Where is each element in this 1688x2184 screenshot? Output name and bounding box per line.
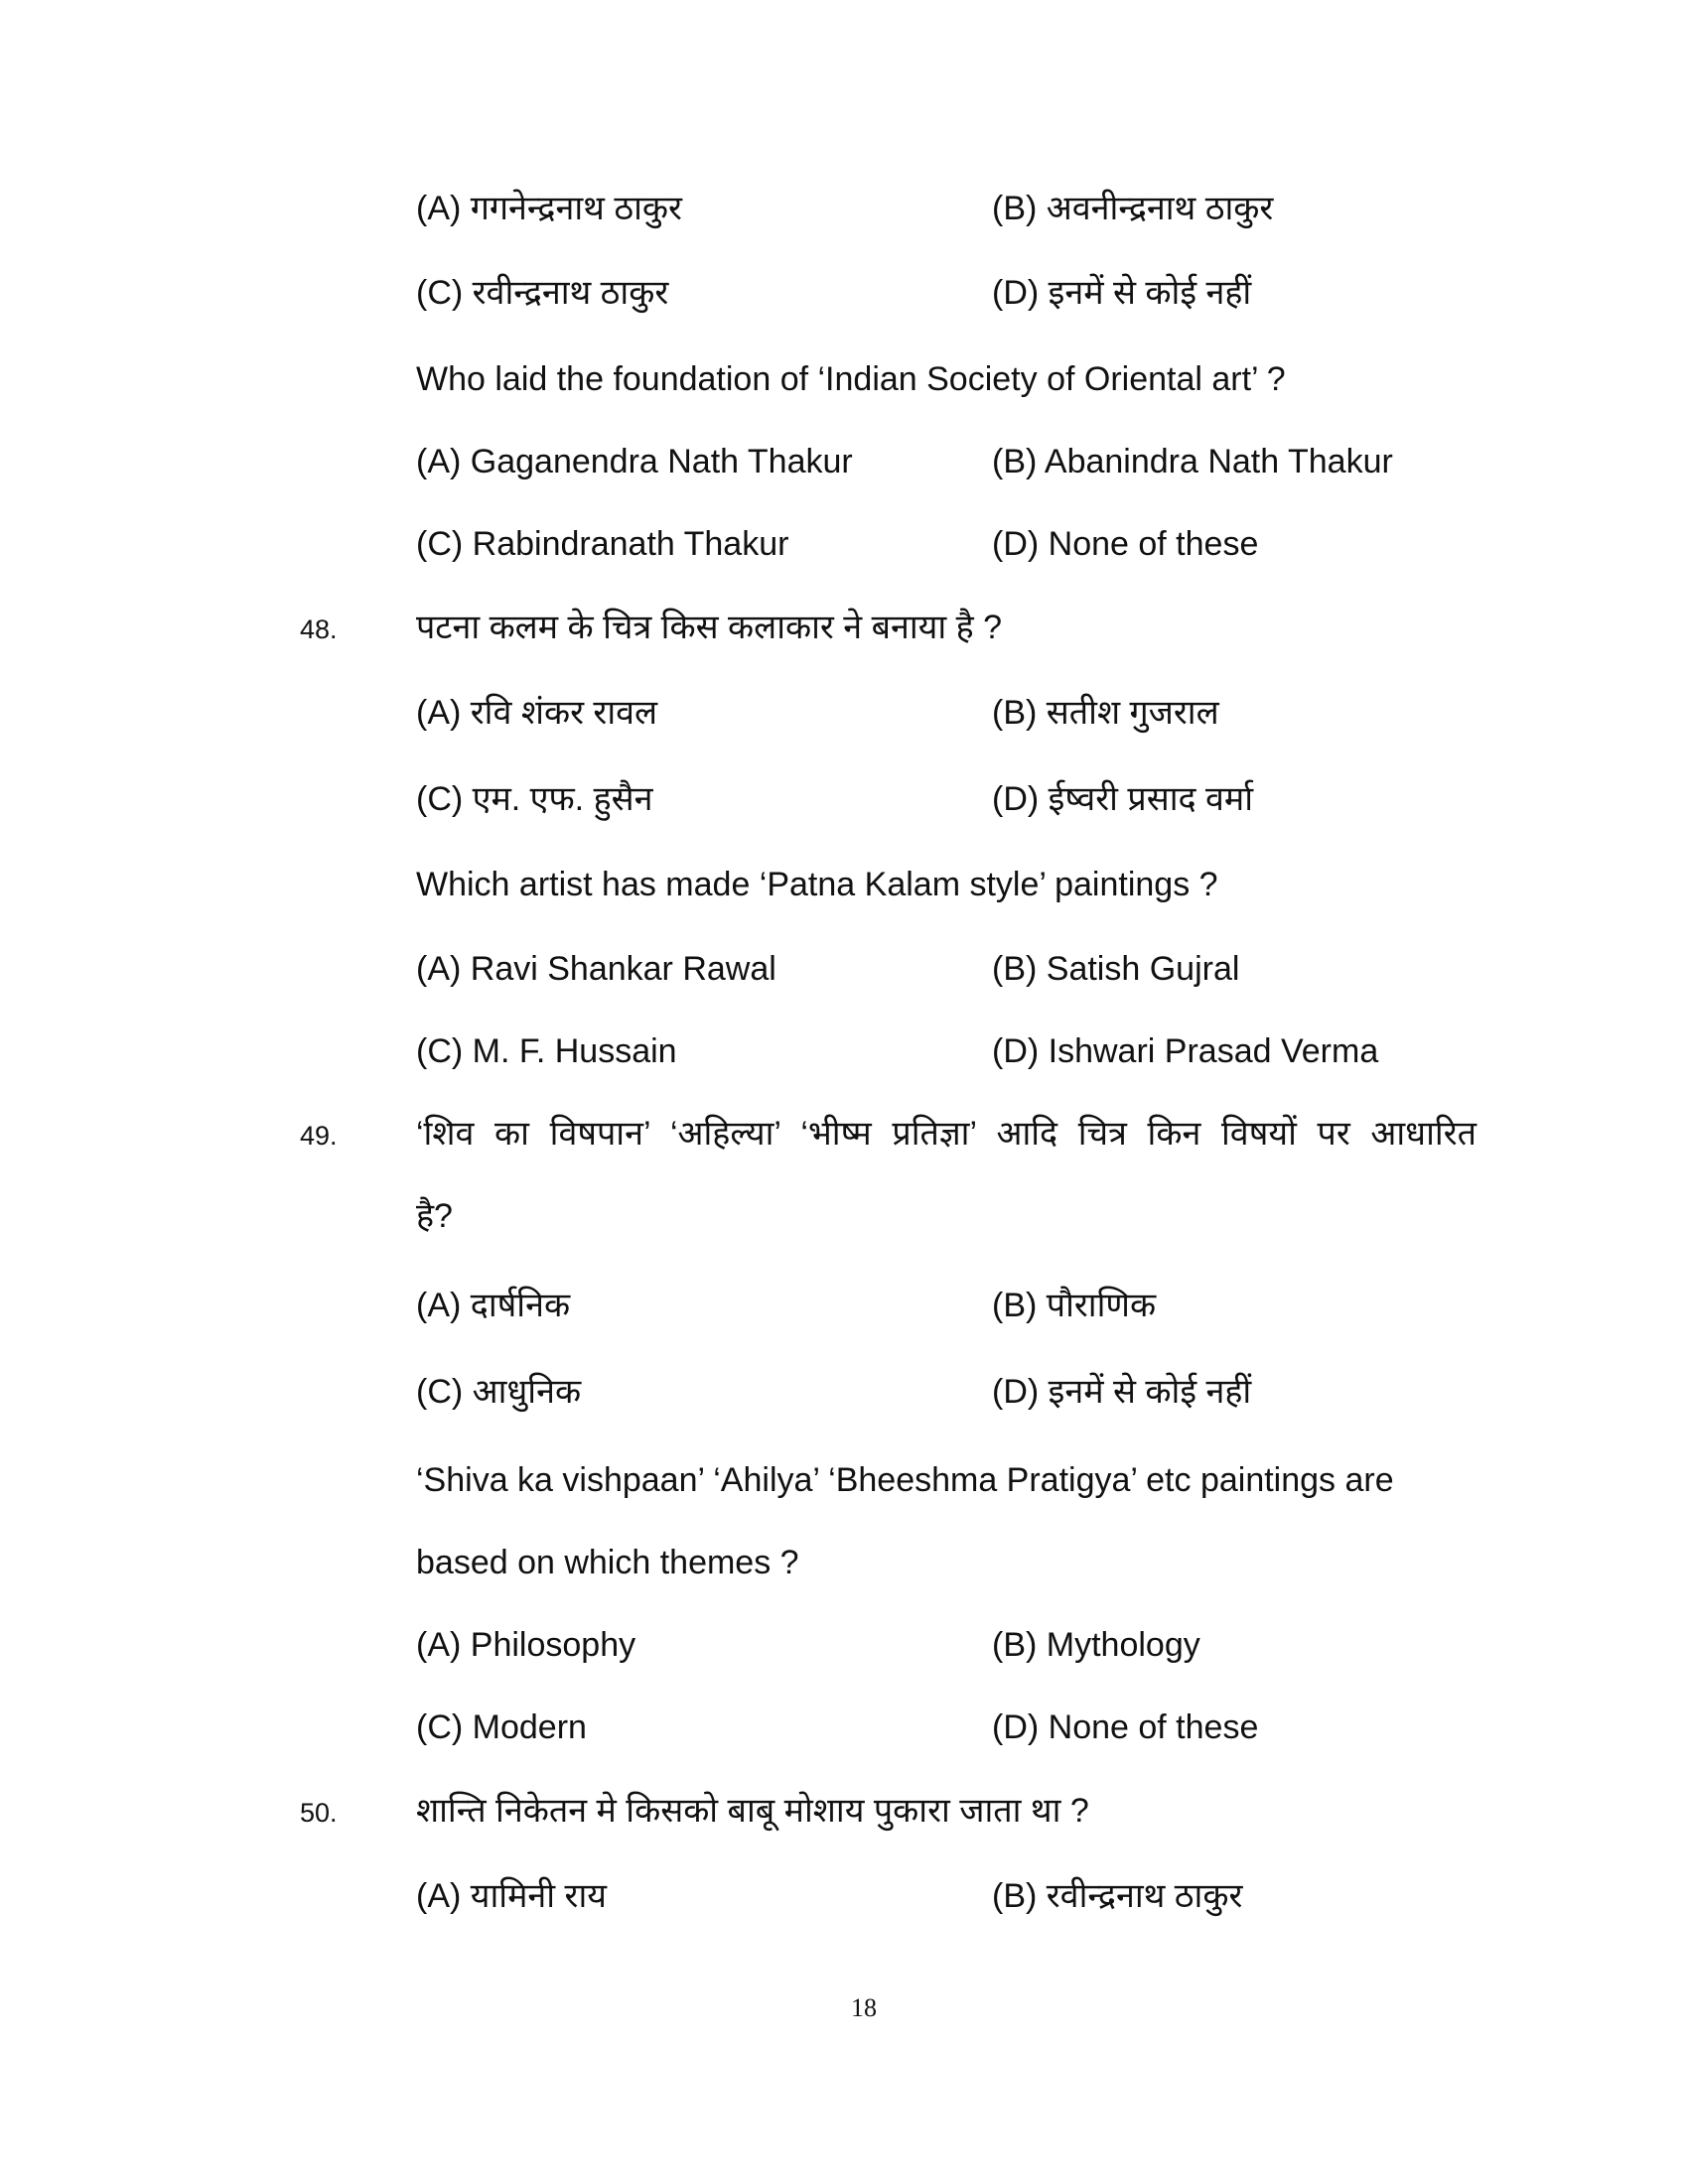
q49-question-hi-line2: है? xyxy=(416,1197,453,1235)
q50-option-a-hi: (A) यामिनी राय xyxy=(416,1877,607,1915)
q49-option-a-en: (A) Philosophy xyxy=(416,1626,636,1664)
q49-option-a-hi: (A) दार्षनिक xyxy=(416,1287,571,1324)
q49-question-hi-line1: ‘शिव का विषपान’ ‘अहिल्या’ ‘भीष्म प्रतिज्ञा’ आदि चित्र किन विषयों पर आधारित xyxy=(416,1115,1477,1153)
q49-option-b-en: (B) Mythology xyxy=(992,1626,1200,1664)
q48-option-a-hi: (A) रवि शंकर रावल xyxy=(416,694,658,732)
q47-option-d-hi: (D) इनमें से कोई नहीं xyxy=(992,274,1252,312)
q48-option-d-en: (D) Ishwari Prasad Verma xyxy=(992,1032,1379,1070)
q47-option-b-en: (B) Abanindra Nath Thakur xyxy=(992,443,1393,480)
q47-option-a-en: (A) Gaganendra Nath Thakur xyxy=(416,443,853,480)
q48-option-a-en: (A) Ravi Shankar Rawal xyxy=(416,950,776,988)
q49-option-b-hi: (B) पौराणिक xyxy=(992,1287,1157,1324)
q48-option-d-hi: (D) ईष्वरी प्रसाद वर्मा xyxy=(992,780,1254,818)
q48-option-c-en: (C) M. F. Hussain xyxy=(416,1032,677,1070)
q48-option-b-en: (B) Satish Gujral xyxy=(992,950,1240,988)
q47-option-c-en: (C) Rabindranath Thakur xyxy=(416,525,789,563)
q49-option-d-en: (D) None of these xyxy=(992,1708,1259,1746)
page-number: 18 xyxy=(851,1993,877,2022)
q49-option-d-hi: (D) इनमें से कोई नहीं xyxy=(992,1373,1252,1411)
q48-question-en: Which artist has made ‘Patna Kalam style’ paintings ? xyxy=(416,866,1218,903)
q49-question-en-line2: based on which themes ? xyxy=(416,1544,799,1581)
q48-option-b-hi: (B) सतीश गुजराल xyxy=(992,694,1219,732)
q49-option-c-en: (C) Modern xyxy=(416,1708,587,1746)
q47-option-a-hi: (A) गगनेन्द्रनाथ ठाकुर xyxy=(416,190,682,227)
q50-question-hi: शान्ति निकेतन मे किसको बाबू मोशाय पुकारा जाता था ? xyxy=(416,1792,1089,1830)
q50-option-b-hi: (B) रवीन्द्रनाथ ठाकुर xyxy=(992,1877,1243,1915)
q49-option-c-hi: (C) आधुनिक xyxy=(416,1373,582,1411)
question-number: 48. xyxy=(300,614,338,644)
q49-question-en-line1: ‘Shiva ka vishpaan’ ‘Ahilya’ ‘Bheeshma Pratigya’ etc paintings are xyxy=(416,1461,1394,1499)
q48-option-c-hi: (C) एम. एफ. हुसैन xyxy=(416,780,653,818)
q47-option-d-en: (D) None of these xyxy=(992,525,1259,563)
q48-question-hi: पटना कलम के चित्र किस कलाकार ने बनाया है ? xyxy=(416,609,1003,646)
q47-option-b-hi: (B) अवनीन्द्रनाथ ठाकुर xyxy=(992,190,1274,227)
question-number: 49. xyxy=(300,1121,338,1151)
q47-question-en: Who laid the foundation of ‘Indian Society of Oriental art’ ? xyxy=(416,360,1286,398)
q47-option-c-hi: (C) रवीन्द्रनाथ ठाकुर xyxy=(416,274,669,312)
question-number: 50. xyxy=(300,1798,338,1828)
